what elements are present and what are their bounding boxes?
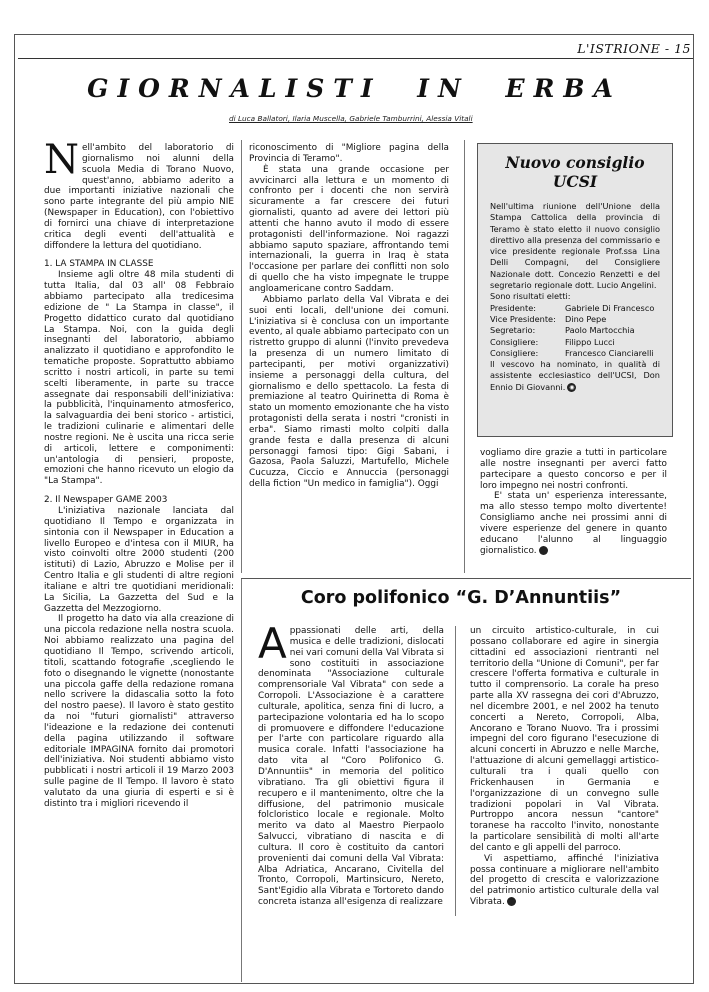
ucsi-body xyxy=(490,201,660,393)
column-divider xyxy=(241,140,242,573)
section-heading: 1. LA STAMPA IN CLASSE xyxy=(44,259,154,270)
paragraph: Abbiamo parlato della Val Vibrata e dei suoi enti locali, dell'unione dei comuni. L'iniziativa si è conclusa con un importante evento, al quale abbiamo partecipato con un ristretto gruppo di alunni (l'invito prevedeva la presenza di un numero limitato di partecipanti, per motivi organizzativi) insieme a personaggi della cultura, del giornalismo e dello spettacolo. La festa di premiazione al teatro Quirinetta di Roma è stato un momento emozionante che ha visto protagonisti della serata i nostri "cronisti in erba". Siamo rimasti molto colpiti dalla grande festa e dalla presenza di alcuni personaggi famosi tipo: Gigi Sabani, i Gazosa, Paola Saluzzi, Martufello, Michele Cucuzza, Ciccio e Annuccia (personaggi della fiction "Un medico in famiglia"). Oggi xyxy=(249,294,449,490)
end-mark-icon: ◉ xyxy=(569,383,575,391)
drop-cap: N xyxy=(44,137,79,183)
ucsi-role-row: Consigliere: Filippo Lucci xyxy=(490,336,615,347)
section-rule xyxy=(241,578,691,579)
byline: di Luca Ballatori, Ilaria Muscella, Gabriele Tamburrini, Alessia Vitali xyxy=(229,114,473,123)
column-divider xyxy=(241,578,242,982)
ucsi-closing: Il vescovo ha nominato, in qualità di assistente ecclesiastico dell'UCSI, Don Ennio Di Giovanni. ◉ xyxy=(490,359,660,392)
paragraph: riconoscimento di "Migliore pagina della Provincia di Teramo". xyxy=(249,143,449,164)
paragraph: È stata una grande occasione per avvicinarci alla lettura e un momento di confronto per i docenti che non servirà sicuramente a far crescere dei futuri giornalisti, quanto ad avere dei lettori più attenti che hanno avuto il modo di essere protagonisti dell'informazione. Noi ragazzi abbiamo saputo spaziare, affrontando temi internazionali, la guerra in Iraq è stata l'occasione per parlare dei conflitti non solo di quello che ha visto impegnate le truppe angloamericane contro Saddam. xyxy=(249,164,449,294)
coro-title: Coro polifonico “G. D’Annuntiis” xyxy=(300,588,622,608)
article-column-1 xyxy=(44,137,234,810)
coro-column-2 xyxy=(470,626,659,908)
ucsi-role-row: Presidente: Gabriele Di Francesco xyxy=(490,302,655,313)
ucsi-role-row: Vice Presidente: Dino Pepe xyxy=(490,313,607,324)
ucsi-role-row: Segretario: Paolo Martocchia xyxy=(490,325,635,336)
drop-cap: A xyxy=(258,619,287,668)
column-divider xyxy=(455,626,456,916)
paragraph: Vi aspettiamo, affinché l'iniziativa possa continuare a migliorare nell'ambito del progetto di crescita e valorizzazione del patrimonio artistico culturale della val Vibrata. ◉ xyxy=(470,853,659,908)
ucsi-role-row: Consigliere: Francesco Cianciarelli xyxy=(490,347,654,358)
paragraph: L'iniziativa nazionale lanciata dal quotidiano Il Tempo e organizzata in sintonia con il Newspaper in Education a livello Europeo e d'intesa con il MIUR, ha visto coinvolti oltre 2000 studenti (200 istituti) di Lazio, Abruzzo e Molise per il Centro Italia e gli studenti di altre regioni italiane e altri tre quotidiani meridionali: La Sicilia, La Gazzetta del Sud e la Gazzetta del Mezzogiorno. xyxy=(44,506,234,614)
paragraph: un circuito artistico-culturale, in cui possano collaborare ed agire in sinergia cittadini ed associazioni rientranti nel territorio della "Unione di Comuni", per far crescere l'offerta formativa e culturale in tutto il comprensorio. La corale ha preso parte alla XV rassegna dei cori d'Abruzzo, nel dicembre 2001, e nel 2002 ha tenuto concerti a Nereto, Corropoli, Alba, Ancorano e Torano Nuovo. Tra i prossimi impegni del coro figurano l'esecuzione di alcuni concerti in Abruzzo e nelle Marche, l'attuazione di alcuni gemellaggi artistico-culturali tra i quali quello con Frickenhausen in Germania e l'organizzazione di un convegno sulle tradizioni popolari in Val Vibrata. Purtroppo ancora nessun "cantore" toranese ha raccolto l'invito, nonostante la particolare sensibilità di molti all'arte del canto e gli appelli del parroco. xyxy=(470,626,659,853)
ucsi-intro: Nell'ultima riunione dell'Unione della Stampa Cattolica della provincia di Teramo è stato eletto il nuovo consiglio direttivo alla presenza del commissario e vice presidente regionale Prof.ssa Lina Delli Compagni, del Consigliere Nazionale dott. Concezio Renzetti e del segretario regionale dott. Lucio Angelini. xyxy=(490,201,660,291)
article-column-3 xyxy=(480,448,667,556)
paragraph: Appassionati delle arti, della musica e delle tradizioni, dislocati nei vari comuni della Val Vibrata si sono costituiti in associazione denominata "Associazione culturale comprensoriale Val Vibrata" con sede a Corropoli. L'Associazione è a carattere culturale, apolitica, senza fini di lucro, a partecipazione volontaria ed ha lo scopo di promuovere e diffondere l'educazione per l'arte con particolare riguardo alla musica corale. Infatti l'associazione ha dato vita al "Coro Polifonico G. D'Annuntiis" in memoria del politico vibratiano. Tra gli obiettivi figura il recupero e il mantenimento, oltre che la diffusione, del patrimonio musicale folcloristico locale e regionale. Molto merito va dato al Maestro Pierpaolo Salvucci, vibratiano di nascita e di cultura. Il coro è costituito da cantori provenienti dai comuni della Val Vibrata: Alba Adriatica, Ancarano, Civitella del Tronto, Corropoli, Martinsicuro, Nereto, Sant'Egidio alla Vibrata e Tortoreto dando concreta istanza all'esigenza di realizzare xyxy=(258,619,444,908)
coro-column-1 xyxy=(258,619,444,908)
article-title: GIORNALISTI IN ERBA xyxy=(87,74,622,103)
intro-paragraph: Nell'ambito del laboratorio di giornalismo noi alunni della scuola Media di Torano Nuovo, quest'anno, abbiamo aderito a due importanti iniziative nazionali che sono parte integrante del più ampio NIE (Newspaper in Education), con l'obiettivo di fornirci una chiave di interpretazione critica degli eventi dell'attualità e diffondere la lettura del quotidiano. xyxy=(44,137,234,251)
paragraph: vogliamo dire grazie a tutti in particolare alle nostre insegnanti per averci fatto partecipare a questo concorso e per il loro impegno nei nostri confronti. xyxy=(480,448,667,491)
article-column-2 xyxy=(249,143,449,490)
paragraph: Insieme agli oltre 48 mila studenti di tutta Italia, dal 03 all' 08 Febbraio abbiamo partecipato alla tredicesima edizione de " La Stampa in classe", il Progetto didattico curato dal quotidiano La Stampa. Noi, con la guida degli insegnanti del laboratorio, abbiamo analizzato il quotidiano e approfondito le tematiche proposte. Soprattutto abbiamo scritto i nostri articoli, in parte su temi scelti liberamente, in parte su tracce assegnate dai responsabili dell'iniziativa: la pubblicità, l'inquinamento atmosferico, la salvaguardia dei beni storico - artistici, le tradizioni culinarie e alimentari delle nostre regioni. Ne è uscita una ricca serie di articoli, lettere e componimenti: un'antologia di pensieri, proposte, emozioni che hanno ricevuto un elogio da "La Stampa". xyxy=(44,270,234,487)
end-mark-icon: ◉ xyxy=(539,546,548,555)
column-divider xyxy=(464,140,465,573)
section-heading: 2. Il Newspaper GAME 2003 xyxy=(44,495,168,506)
ucsi-sidebar-box xyxy=(477,143,673,437)
header-rule xyxy=(18,58,693,59)
paragraph: Il progetto ha dato via alla creazione di una piccola redazione nella nostra scuola. Noi abbiamo realizzato una pagina del quotidiano Il Tempo, scrivendo articoli, titoli, scattando fotografie ,scegliendo le foto o disegnando le vignette (nonostante una piccola gaffe della redazione romana nello scrivere la didascalia sotto la foto del nostro paese). Il lavoro è stato gestito da noi "futuri giornalisti" attraverso l'ideazione e la redazione dei contenuti della pagina utilizzando il software editoriale IMPAGINA fornito dai promotori dell'iniziativa. Noi studenti abbiamo visto pubblicati i nostri articoli il 19 Marzo 2003 sulle pagine de Il Tempo. Il lavoro è stato valutato da una giuria di esperti e si è distinto tra i migliori ricevendo il xyxy=(44,614,234,809)
paragraph: E' stata un' esperienza interessante, ma allo stesso tempo molto divertente! Consigliamo anche nei prossimi anni di vivere esperienze del genere in quanto educano l'alunno al linguaggio giornalistico. ◉ xyxy=(480,491,667,556)
running-head: L'ISTRIONE - 15 xyxy=(577,41,691,56)
end-mark-icon: ◉ xyxy=(507,897,516,906)
ucsi-title: Nuovo consiglio UCSI xyxy=(505,153,645,191)
ucsi-results-label: Sono risultati eletti: xyxy=(490,291,571,302)
